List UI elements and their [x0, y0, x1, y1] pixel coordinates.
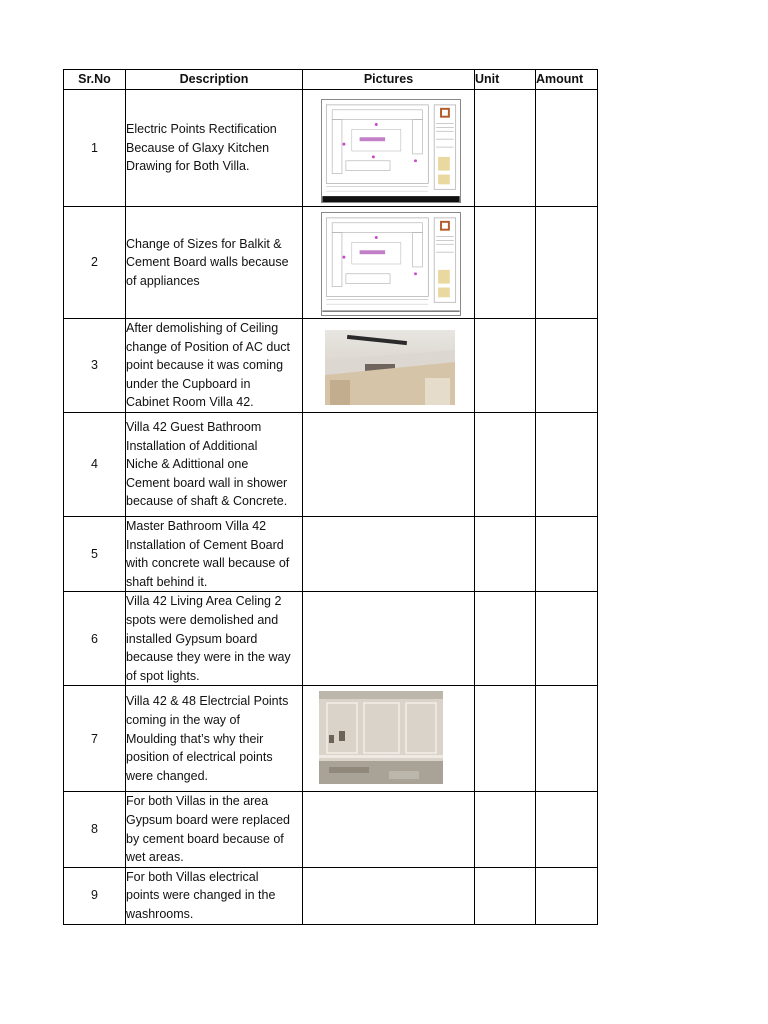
row-description: [126, 90, 303, 207]
description-line: Cabinet Room Villa 42.: [126, 395, 254, 410]
description-line: Cement board wall in shower: [126, 475, 288, 490]
table-row: [64, 413, 598, 517]
row-number: 7: [64, 686, 126, 792]
description-line: because of shaft & Concrete.: [126, 494, 288, 509]
row-description: [126, 792, 303, 867]
header-amount: Amount: [536, 70, 598, 90]
row-number: 8: [64, 792, 126, 867]
row-number: 6: [64, 592, 126, 686]
wall-moulding-photo-image: [319, 691, 443, 784]
table-row: [64, 207, 598, 319]
row-unit: [475, 792, 536, 867]
header-pictures: Pictures: [303, 70, 475, 90]
row-picture-cell: [303, 413, 475, 517]
kitchen-drawing-image: [321, 99, 461, 203]
description-line: Change of Sizes for Balkit &: [126, 236, 282, 251]
row-picture-cell: [303, 592, 475, 686]
header-sr-no: Sr.No: [64, 70, 126, 90]
row-amount: [536, 90, 598, 207]
row-number: 3: [64, 319, 126, 413]
row-unit: [475, 686, 536, 792]
description-line: For both Villas in the area: [126, 794, 269, 809]
description-line: Installation of Cement Board: [126, 537, 284, 552]
description-line: Installation of Additional: [126, 438, 258, 453]
description-line: under the Cupboard in: [126, 376, 251, 391]
description-line: coming in the way of: [126, 712, 240, 727]
row-description: [126, 867, 303, 924]
row-unit: [475, 413, 536, 517]
row-picture-cell: [303, 867, 475, 924]
description-line: Drawing for Both Villa.: [126, 159, 250, 174]
table-row: [64, 686, 598, 792]
row-number: 9: [64, 867, 126, 924]
row-description: [126, 319, 303, 413]
description-line: Cement Board walls because: [126, 255, 289, 270]
work-items-table: [63, 69, 598, 925]
description-line: Master Bathroom Villa 42: [126, 519, 267, 533]
description-line: spots were demolished and: [126, 612, 279, 627]
row-picture-cell: [303, 319, 475, 413]
row-amount: [536, 413, 598, 517]
description-line: change of Position of AC duct: [126, 339, 290, 354]
row-number: 1: [64, 90, 126, 207]
row-amount: [536, 867, 598, 924]
row-unit: [475, 207, 536, 319]
description-line: Moulding that’s why their: [126, 731, 264, 746]
description-line: Because of Glaxy Kitchen: [126, 140, 270, 155]
description-line: wet areas.: [126, 850, 184, 865]
row-description: [126, 413, 303, 517]
row-picture-cell: [303, 90, 475, 207]
row-unit: [475, 319, 536, 413]
row-picture-cell: [303, 686, 475, 792]
row-description: [126, 686, 303, 792]
row-number: 4: [64, 413, 126, 517]
table-row: [64, 319, 598, 413]
description-line: washrooms.: [126, 906, 194, 921]
table-row: [64, 792, 598, 867]
row-description: [126, 207, 303, 319]
description-line: Gypsum board were replaced: [126, 812, 290, 827]
description-line: shaft behind it.: [126, 574, 208, 589]
row-unit: [475, 90, 536, 207]
row-number: 2: [64, 207, 126, 319]
row-amount: [536, 207, 598, 319]
description-line: position of electrical points: [126, 750, 273, 765]
table-row: [64, 867, 598, 924]
description-line: For both Villas electrical: [126, 869, 259, 884]
row-picture-cell: [303, 207, 475, 319]
description-line: point because it was coming: [126, 358, 284, 373]
table-row: [64, 517, 598, 592]
row-amount: [536, 319, 598, 413]
row-amount: [536, 517, 598, 592]
description-line: installed Gypsum board: [126, 631, 258, 646]
description-line: Villa 42 & 48 Electrcial Points: [126, 694, 289, 709]
row-unit: [475, 867, 536, 924]
description-line: After demolishing of Ceiling: [126, 321, 279, 336]
description-line: Villa 42 Guest Bathroom: [126, 420, 262, 435]
ceiling-photo-image: [325, 330, 455, 405]
description-line: were changed.: [126, 768, 209, 783]
description-line: of appliances: [126, 273, 200, 288]
description-line: with concrete wall because of: [126, 556, 290, 571]
description-line: points were changed in the: [126, 888, 276, 903]
table-row: [64, 592, 598, 686]
row-unit: [475, 592, 536, 686]
header-unit: Unit: [475, 70, 536, 90]
row-picture-cell: [303, 517, 475, 592]
row-number: 5: [64, 517, 126, 592]
row-description: [126, 592, 303, 686]
row-amount: [536, 686, 598, 792]
description-line: because they were in the way: [126, 650, 291, 665]
description-line: by cement board because of: [126, 831, 284, 846]
description-line: Villa 42 Living Area Celing 2: [126, 594, 282, 609]
row-unit: [475, 517, 536, 592]
description-line: Electric Points Rectification: [126, 122, 277, 137]
header-row: [64, 70, 598, 90]
kitchen-drawing-image: [321, 212, 461, 316]
header-description: Description: [126, 70, 303, 90]
row-picture-cell: [303, 792, 475, 867]
table-row: [64, 90, 598, 207]
description-line: of spot lights.: [126, 668, 200, 683]
row-amount: [536, 792, 598, 867]
description-line: Niche & Adittional one: [126, 457, 249, 472]
row-amount: [536, 592, 598, 686]
row-description: [126, 517, 303, 592]
